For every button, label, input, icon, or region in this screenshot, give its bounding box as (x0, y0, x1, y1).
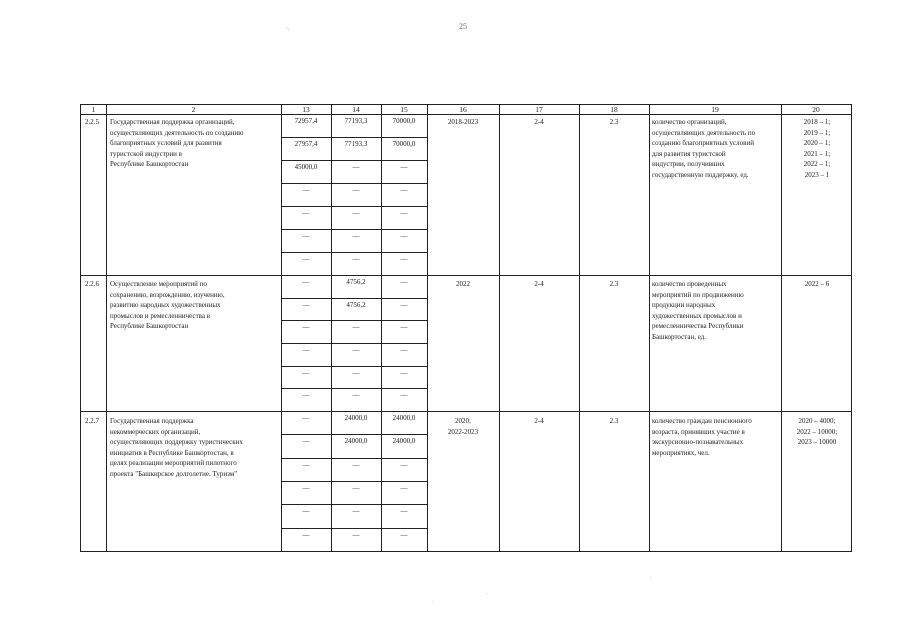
subrow-border (281, 388, 427, 389)
page-number: 25 (459, 22, 467, 31)
financing-cell: — (302, 209, 310, 217)
financing-cell: — (352, 346, 360, 354)
financing-cell: — (352, 209, 360, 217)
scan-mark: . (432, 598, 434, 604)
financing-cell: — (400, 484, 408, 492)
financing-cell: — (400, 186, 408, 194)
financing-cell: — (352, 163, 360, 171)
subrow-border (281, 366, 427, 367)
financing-cell: — (352, 484, 360, 492)
row-target-values: 2018 – 1; 2019 – 1; 2020 – 1; 2021 – 1; 2022 – 1; 2023 – 1 (803, 118, 831, 179)
subrow-border (281, 137, 427, 138)
financing-cell: — (302, 346, 310, 354)
financing-cell: 70000,0 (392, 117, 416, 125)
subrow-border (281, 206, 427, 207)
column-border (499, 105, 500, 551)
row-period: 2022 (456, 280, 470, 288)
financing-cell: — (400, 209, 408, 217)
financing-cell: — (400, 346, 408, 354)
header-col-13: 13 (302, 105, 310, 114)
row-id: 2.2.7 (85, 417, 99, 425)
row-col17: 2-4 (534, 118, 544, 126)
row-id: 2.2.6 (85, 280, 99, 288)
subrow-border (281, 434, 427, 435)
financing-cell: — (352, 323, 360, 331)
financing-cell: 45000,0 (294, 163, 318, 171)
financing-cell: — (352, 531, 360, 539)
scan-mark: ‘: (286, 27, 290, 33)
scan-mark: . (487, 590, 489, 596)
row-col18: 2.3 (609, 280, 619, 288)
financing-cell: — (352, 255, 360, 263)
row-col18: 2.3 (609, 417, 619, 425)
program-table (80, 104, 852, 552)
financing-cell: — (302, 323, 310, 331)
row-col17: 2-4 (534, 280, 544, 288)
row-target-values: 2020 – 4000; 2022 – 10000; 2023 – 10000 (796, 417, 838, 446)
row-indicator: количество проведенных мероприятий по продвижению продукции народных художественных промыслов и ремесленничества Республики Башкортостан, ед. (652, 280, 744, 341)
row-id: 2.2.5 (85, 118, 99, 126)
subrow-border (281, 528, 427, 529)
financing-cell: — (302, 531, 310, 539)
row-period: 2018-2023 (447, 118, 479, 126)
column-border (649, 105, 650, 551)
row-indicator: количество граждан пенсионного возраста, принявших участие в экскурсионно-познавательных мероприятиях, чел. (652, 417, 752, 457)
financing-cell: — (352, 391, 360, 399)
financing-cell: 24000,0 (392, 414, 416, 422)
header-col-16: 16 (459, 105, 467, 114)
financing-cell: — (302, 186, 310, 194)
financing-cell: — (302, 278, 310, 286)
financing-cell: 70000,0 (392, 140, 416, 148)
row-name: Осуществление мероприятий по сохранению, возрождению, изучению, развитию народных художественных промыслов и ремесленничества в Республике Башкортостан (110, 280, 225, 330)
financing-cell: — (400, 461, 408, 469)
financing-cell: — (400, 232, 408, 240)
financing-cell: 24000,0 (344, 437, 368, 445)
financing-cell: — (400, 391, 408, 399)
financing-cell: — (400, 507, 408, 515)
header-border (81, 114, 851, 115)
column-border (579, 105, 580, 551)
subrow-border (281, 458, 427, 459)
row-indicator: количество организаций, осуществляющих деятельность по созданию благоприятных условий для развития туристской индустрии, получивших государственную поддержку, ед. (652, 118, 756, 179)
financing-cell: — (352, 232, 360, 240)
financing-cell: — (302, 391, 310, 399)
row-period: 2020; 2022-2023 (447, 417, 479, 436)
financing-cell: — (400, 278, 408, 286)
financing-cell: 77193,3 (344, 117, 368, 125)
row-name: Государственная поддержка некоммерческих организаций, осуществляющих поддержку туристических инициатив в Республике Башкортостан, в целях реализации мероприятий пилотного проекта "Башкирское долголетие. Туризм" (110, 417, 243, 478)
header-col-1: 1 (91, 105, 96, 114)
subrow-border (281, 160, 427, 161)
header-col-2: 2 (191, 105, 196, 114)
financing-cell: — (302, 484, 310, 492)
column-border (427, 105, 428, 551)
financing-cell: — (400, 301, 408, 309)
subrow-border (281, 504, 427, 505)
financing-cell: 4756,2 (346, 301, 366, 309)
scan-mark: . (650, 574, 652, 580)
header-col-14: 14 (352, 105, 360, 114)
financing-cell: — (302, 507, 310, 515)
row-border (81, 275, 851, 276)
financing-cell: — (302, 369, 310, 377)
financing-cell: — (352, 186, 360, 194)
financing-cell: — (302, 301, 310, 309)
subrow-border (281, 229, 427, 230)
financing-cell: — (352, 461, 360, 469)
financing-cell: — (302, 232, 310, 240)
financing-cell: — (302, 437, 310, 445)
financing-cell: 72957,4 (294, 117, 318, 125)
row-col18: 2.3 (609, 118, 619, 126)
row-col17: 2-4 (534, 417, 544, 425)
financing-cell: 27957,4 (294, 140, 318, 148)
financing-cell: — (400, 369, 408, 377)
financing-cell: 24000,0 (392, 437, 416, 445)
subrow-border (281, 481, 427, 482)
header-col-15: 15 (400, 105, 408, 114)
financing-cell: — (302, 255, 310, 263)
row-target-values: 2022 – 6 (804, 280, 830, 288)
financing-cell: — (400, 323, 408, 331)
financing-cell: — (352, 369, 360, 377)
financing-cell: — (352, 507, 360, 515)
subrow-border (281, 183, 427, 184)
subrow-border (281, 343, 427, 344)
header-col-17: 17 (535, 105, 543, 114)
subrow-border (281, 252, 427, 253)
financing-cell: 4756,2 (346, 278, 366, 286)
row-border (81, 411, 851, 412)
subrow-border (281, 320, 427, 321)
financing-cell: — (400, 163, 408, 171)
financing-cell: — (400, 531, 408, 539)
header-col-19: 19 (711, 105, 719, 114)
subrow-border (281, 298, 427, 299)
header-col-20: 20 (812, 105, 820, 114)
financing-cell: — (302, 461, 310, 469)
financing-cell: 77193,3 (344, 140, 368, 148)
financing-cell: — (302, 414, 310, 422)
financing-cell: 24000,0 (344, 414, 368, 422)
header-col-18: 18 (610, 105, 618, 114)
financing-cell: — (400, 255, 408, 263)
row-name: Государственная поддержка организаций, осуществляющих деятельность по созданию благоприятных условий для развития туристской индустрии в Республике Башкортостан (110, 118, 244, 168)
column-border (106, 105, 107, 551)
